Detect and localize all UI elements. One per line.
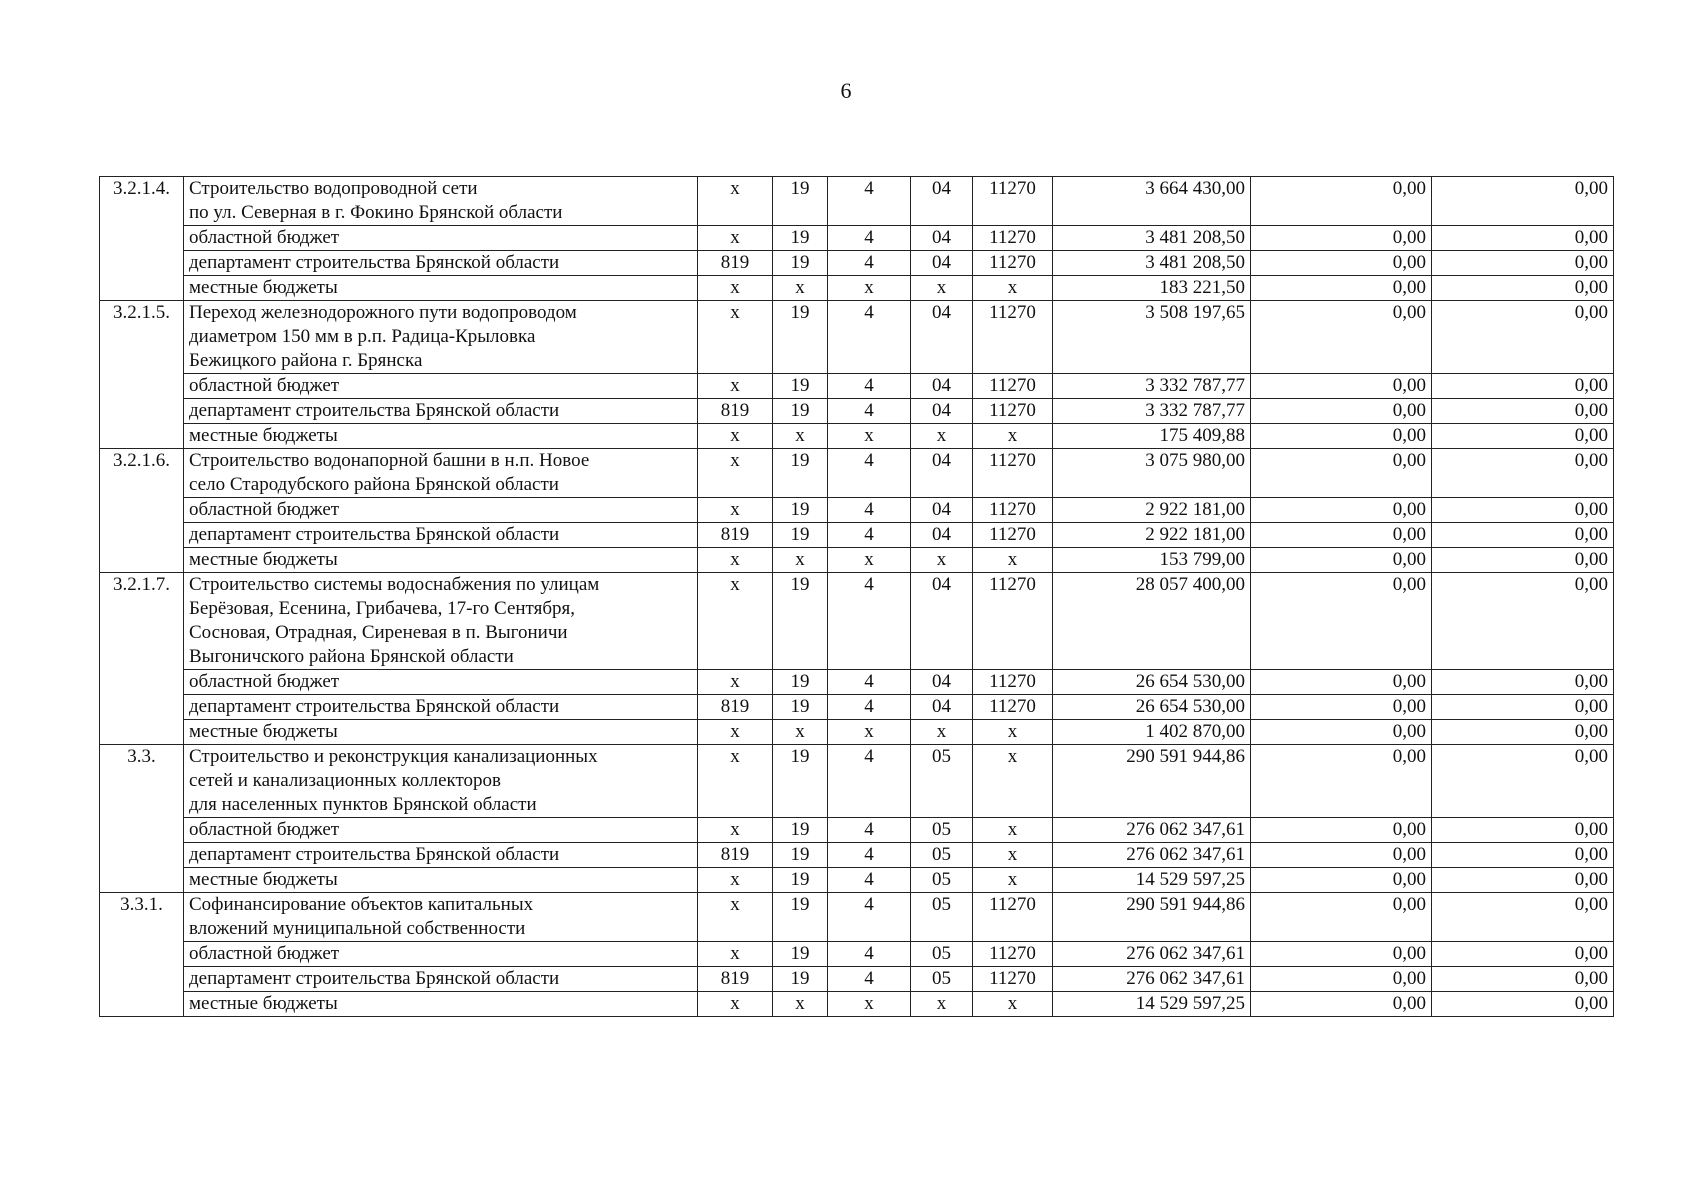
cell-grbs: 819 — [698, 523, 773, 548]
item-name: Строительство водопроводной сети по ул. Северная в г. Фокино Брянской области — [184, 177, 698, 226]
cell-code-2: 4 — [828, 177, 911, 226]
cell-code-2: 4 — [828, 573, 911, 670]
cell-amount-3: 0,00 — [1432, 374, 1614, 399]
cell-code-3: 05 — [911, 868, 973, 893]
cell-amount-2: 0,00 — [1251, 498, 1432, 523]
cell-code-1: 19 — [773, 374, 828, 399]
cell-code-3: х — [911, 548, 973, 573]
item-name: департамент строительства Брянской области — [184, 399, 698, 424]
table-row-item — [100, 745, 1614, 818]
cell-code-1: 19 — [773, 967, 828, 992]
cell-grbs: х — [698, 498, 773, 523]
item-name: областной бюджет — [184, 670, 698, 695]
cell-code-1: х — [773, 548, 828, 573]
cell-amount-2: 0,00 — [1251, 177, 1432, 226]
cell-amount-1: 276 062 347,61 — [1053, 843, 1251, 868]
cell-grbs: х — [698, 276, 773, 301]
cell-code-1: 19 — [773, 893, 828, 942]
cell-code-2: 4 — [828, 967, 911, 992]
cell-code-2: 4 — [828, 251, 911, 276]
cell-code-1: 19 — [773, 745, 828, 818]
cell-code-4: 11270 — [973, 942, 1053, 967]
cell-grbs: х — [698, 942, 773, 967]
cell-code-3: х — [911, 424, 973, 449]
cell-amount-2: 0,00 — [1251, 868, 1432, 893]
cell-amount-2: 0,00 — [1251, 226, 1432, 251]
cell-amount-3: 0,00 — [1432, 720, 1614, 745]
cell-code-3: 04 — [911, 449, 973, 498]
item-name: местные бюджеты — [184, 276, 698, 301]
cell-amount-1: 2 922 181,00 — [1053, 523, 1251, 548]
cell-code-1: 19 — [773, 399, 828, 424]
cell-grbs: 819 — [698, 967, 773, 992]
cell-code-3: 05 — [911, 967, 973, 992]
cell-code-2: 4 — [828, 695, 911, 720]
item-code: 3.3.1. — [100, 893, 184, 1017]
cell-code-4: х — [973, 424, 1053, 449]
cell-amount-1: 26 654 530,00 — [1053, 695, 1251, 720]
cell-code-2: 4 — [828, 399, 911, 424]
item-name: Переход железнодорожного пути водопроводом диаметром 150 мм в р.п. Радица-Крыловка Бежицкого района г. Брянска — [184, 301, 698, 374]
table-row-item — [100, 449, 1614, 498]
cell-code-1: 19 — [773, 942, 828, 967]
cell-amount-3: 0,00 — [1432, 177, 1614, 226]
cell-amount-2: 0,00 — [1251, 843, 1432, 868]
cell-code-3: 05 — [911, 843, 973, 868]
cell-amount-2: 0,00 — [1251, 548, 1432, 573]
table-row-sub — [100, 548, 1614, 573]
cell-amount-3: 0,00 — [1432, 399, 1614, 424]
cell-code-2: 4 — [828, 301, 911, 374]
cell-amount-3: 0,00 — [1432, 523, 1614, 548]
cell-code-3: 04 — [911, 177, 973, 226]
cell-amount-2: 0,00 — [1251, 276, 1432, 301]
cell-code-2: 4 — [828, 745, 911, 818]
table-row-sub — [100, 695, 1614, 720]
cell-amount-2: 0,00 — [1251, 942, 1432, 967]
cell-code-3: 04 — [911, 498, 973, 523]
cell-grbs: 819 — [698, 695, 773, 720]
cell-grbs: х — [698, 720, 773, 745]
cell-code-4: 11270 — [973, 670, 1053, 695]
cell-code-4: х — [973, 868, 1053, 893]
table-row-sub — [100, 399, 1614, 424]
cell-code-1: 19 — [773, 818, 828, 843]
cell-code-4: х — [973, 992, 1053, 1017]
item-name: областной бюджет — [184, 818, 698, 843]
cell-amount-3: 0,00 — [1432, 818, 1614, 843]
cell-code-4: 11270 — [973, 374, 1053, 399]
cell-code-3: х — [911, 720, 973, 745]
cell-amount-1: 3 075 980,00 — [1053, 449, 1251, 498]
cell-amount-3: 0,00 — [1432, 449, 1614, 498]
table-row-sub — [100, 942, 1614, 967]
cell-code-2: 4 — [828, 523, 911, 548]
cell-grbs: х — [698, 573, 773, 670]
cell-grbs: х — [698, 745, 773, 818]
cell-code-4: х — [973, 843, 1053, 868]
cell-amount-1: 183 221,50 — [1053, 276, 1251, 301]
cell-code-3: 04 — [911, 670, 973, 695]
item-name: областной бюджет — [184, 498, 698, 523]
cell-amount-1: 28 057 400,00 — [1053, 573, 1251, 670]
cell-amount-2: 0,00 — [1251, 670, 1432, 695]
cell-amount-1: 3 332 787,77 — [1053, 399, 1251, 424]
cell-code-1: 19 — [773, 523, 828, 548]
cell-code-1: 19 — [773, 498, 828, 523]
cell-amount-1: 3 508 197,65 — [1053, 301, 1251, 374]
cell-code-1: 19 — [773, 251, 828, 276]
cell-grbs: х — [698, 868, 773, 893]
cell-amount-3: 0,00 — [1432, 745, 1614, 818]
cell-code-2: 4 — [828, 868, 911, 893]
table-row-sub — [100, 818, 1614, 843]
cell-code-3: 04 — [911, 523, 973, 548]
cell-grbs: х — [698, 893, 773, 942]
cell-grbs: х — [698, 177, 773, 226]
item-name: местные бюджеты — [184, 424, 698, 449]
cell-amount-2: 0,00 — [1251, 967, 1432, 992]
table-row-item — [100, 301, 1614, 374]
table-row-sub — [100, 498, 1614, 523]
cell-grbs: х — [698, 374, 773, 399]
item-name: областной бюджет — [184, 226, 698, 251]
cell-grbs: 819 — [698, 843, 773, 868]
cell-amount-1: 3 481 208,50 — [1053, 226, 1251, 251]
cell-amount-1: 26 654 530,00 — [1053, 670, 1251, 695]
cell-amount-1: 3 481 208,50 — [1053, 251, 1251, 276]
cell-amount-2: 0,00 — [1251, 573, 1432, 670]
cell-grbs: х — [698, 424, 773, 449]
budget-table — [99, 176, 1614, 1017]
cell-code-3: 04 — [911, 251, 973, 276]
cell-amount-2: 0,00 — [1251, 720, 1432, 745]
cell-grbs: х — [698, 818, 773, 843]
cell-amount-2: 0,00 — [1251, 449, 1432, 498]
cell-code-1: 19 — [773, 177, 828, 226]
item-code: 3.2.1.6. — [100, 449, 184, 573]
table-row-sub — [100, 967, 1614, 992]
cell-code-3: 05 — [911, 745, 973, 818]
cell-code-1: х — [773, 424, 828, 449]
cell-code-4: х — [973, 818, 1053, 843]
cell-amount-1: 153 799,00 — [1053, 548, 1251, 573]
cell-grbs: 819 — [698, 399, 773, 424]
cell-amount-3: 0,00 — [1432, 868, 1614, 893]
table-row-sub — [100, 868, 1614, 893]
cell-amount-2: 0,00 — [1251, 251, 1432, 276]
cell-amount-1: 290 591 944,86 — [1053, 893, 1251, 942]
cell-amount-3: 0,00 — [1432, 251, 1614, 276]
cell-grbs: 819 — [698, 251, 773, 276]
table-row-sub — [100, 374, 1614, 399]
cell-amount-3: 0,00 — [1432, 670, 1614, 695]
cell-code-1: 19 — [773, 868, 828, 893]
cell-amount-1: 276 062 347,61 — [1053, 942, 1251, 967]
item-name: областной бюджет — [184, 942, 698, 967]
cell-code-3: 04 — [911, 399, 973, 424]
cell-code-1: 19 — [773, 573, 828, 670]
cell-code-2: х — [828, 992, 911, 1017]
table-row-sub — [100, 720, 1614, 745]
cell-amount-3: 0,00 — [1432, 967, 1614, 992]
cell-grbs: х — [698, 548, 773, 573]
cell-amount-1: 14 529 597,25 — [1053, 868, 1251, 893]
cell-code-4: 11270 — [973, 695, 1053, 720]
item-name: Строительство водонапорной башни в н.п. Новое село Стародубского района Брянской области — [184, 449, 698, 498]
cell-amount-1: 276 062 347,61 — [1053, 818, 1251, 843]
cell-amount-2: 0,00 — [1251, 424, 1432, 449]
cell-code-1: 19 — [773, 695, 828, 720]
item-code: 3.2.1.4. — [100, 177, 184, 301]
cell-code-3: 05 — [911, 893, 973, 942]
cell-amount-2: 0,00 — [1251, 301, 1432, 374]
cell-code-4: 11270 — [973, 498, 1053, 523]
table-row-sub — [100, 251, 1614, 276]
cell-grbs: х — [698, 992, 773, 1017]
cell-amount-3: 0,00 — [1432, 276, 1614, 301]
item-name: департамент строительства Брянской области — [184, 843, 698, 868]
cell-code-4: 11270 — [973, 967, 1053, 992]
cell-amount-2: 0,00 — [1251, 523, 1432, 548]
cell-amount-1: 175 409,88 — [1053, 424, 1251, 449]
cell-code-1: х — [773, 720, 828, 745]
cell-code-1: 19 — [773, 449, 828, 498]
table-row-sub — [100, 276, 1614, 301]
cell-amount-3: 0,00 — [1432, 498, 1614, 523]
item-name: департамент строительства Брянской области — [184, 523, 698, 548]
cell-code-4: 11270 — [973, 226, 1053, 251]
table-row-sub — [100, 226, 1614, 251]
cell-code-1: 19 — [773, 301, 828, 374]
cell-code-3: 04 — [911, 301, 973, 374]
cell-code-3: 04 — [911, 695, 973, 720]
cell-code-3: 04 — [911, 374, 973, 399]
cell-grbs: х — [698, 301, 773, 374]
cell-amount-3: 0,00 — [1432, 226, 1614, 251]
cell-code-2: х — [828, 424, 911, 449]
cell-code-3: 05 — [911, 818, 973, 843]
cell-amount-1: 1 402 870,00 — [1053, 720, 1251, 745]
table-row-sub — [100, 992, 1614, 1017]
item-name: местные бюджеты — [184, 720, 698, 745]
cell-code-2: 4 — [828, 893, 911, 942]
table-row-item — [100, 893, 1614, 942]
cell-grbs: х — [698, 670, 773, 695]
cell-amount-2: 0,00 — [1251, 818, 1432, 843]
cell-code-1: 19 — [773, 843, 828, 868]
table-row-sub — [100, 424, 1614, 449]
cell-code-4: 11270 — [973, 177, 1053, 226]
page-number: 6 — [840, 78, 852, 103]
cell-amount-2: 0,00 — [1251, 745, 1432, 818]
item-name: Софинансирование объектов капитальных вложений муниципальной собственности — [184, 893, 698, 942]
cell-code-2: 4 — [828, 498, 911, 523]
cell-code-3: х — [911, 276, 973, 301]
cell-amount-3: 0,00 — [1432, 301, 1614, 374]
cell-amount-2: 0,00 — [1251, 374, 1432, 399]
item-name: местные бюджеты — [184, 548, 698, 573]
cell-code-2: 4 — [828, 843, 911, 868]
item-name: департамент строительства Брянской области — [184, 251, 698, 276]
item-name: местные бюджеты — [184, 868, 698, 893]
item-name: областной бюджет — [184, 374, 698, 399]
cell-amount-3: 0,00 — [1432, 893, 1614, 942]
cell-amount-3: 0,00 — [1432, 573, 1614, 670]
cell-code-2: 4 — [828, 374, 911, 399]
cell-amount-1: 3 664 430,00 — [1053, 177, 1251, 226]
item-name: департамент строительства Брянской области — [184, 967, 698, 992]
cell-code-4: х — [973, 720, 1053, 745]
cell-amount-2: 0,00 — [1251, 399, 1432, 424]
cell-amount-3: 0,00 — [1432, 942, 1614, 967]
cell-amount-2: 0,00 — [1251, 992, 1432, 1017]
cell-code-2: 4 — [828, 818, 911, 843]
cell-code-2: 4 — [828, 226, 911, 251]
cell-amount-1: 276 062 347,61 — [1053, 967, 1251, 992]
table-row-sub — [100, 523, 1614, 548]
item-code: 3.3. — [100, 745, 184, 893]
cell-code-2: 4 — [828, 942, 911, 967]
table-row-sub — [100, 843, 1614, 868]
item-name: Строительство системы водоснабжения по улицам Берёзовая, Есенина, Грибачева, 17-го Сентября, Сосновая, Отрадная, Сиреневая в п. Выгоничи Выгоничского района Брянской области — [184, 573, 698, 670]
table-row-item — [100, 573, 1614, 670]
cell-code-4: 11270 — [973, 399, 1053, 424]
cell-code-1: х — [773, 992, 828, 1017]
cell-code-3: 04 — [911, 573, 973, 670]
cell-amount-3: 0,00 — [1432, 424, 1614, 449]
cell-code-1: х — [773, 276, 828, 301]
cell-code-4: 11270 — [973, 893, 1053, 942]
cell-code-3: х — [911, 992, 973, 1017]
cell-amount-1: 2 922 181,00 — [1053, 498, 1251, 523]
cell-code-2: х — [828, 720, 911, 745]
item-name: Строительство и реконструкция канализационных сетей и канализационных коллекторов для населенных пунктов Брянской области — [184, 745, 698, 818]
cell-amount-1: 290 591 944,86 — [1053, 745, 1251, 818]
cell-code-2: х — [828, 276, 911, 301]
cell-code-4: 11270 — [973, 523, 1053, 548]
cell-grbs: х — [698, 449, 773, 498]
cell-amount-2: 0,00 — [1251, 695, 1432, 720]
item-name: департамент строительства Брянской области — [184, 695, 698, 720]
cell-code-3: 05 — [911, 942, 973, 967]
cell-code-3: 04 — [911, 226, 973, 251]
cell-amount-3: 0,00 — [1432, 695, 1614, 720]
cell-amount-1: 3 332 787,77 — [1053, 374, 1251, 399]
table-row-sub — [100, 670, 1614, 695]
cell-amount-3: 0,00 — [1432, 843, 1614, 868]
cell-code-1: 19 — [773, 670, 828, 695]
cell-code-4: х — [973, 548, 1053, 573]
cell-amount-3: 0,00 — [1432, 548, 1614, 573]
cell-code-4: 11270 — [973, 251, 1053, 276]
cell-code-4: х — [973, 745, 1053, 818]
cell-code-1: 19 — [773, 226, 828, 251]
item-code: 3.2.1.7. — [100, 573, 184, 745]
cell-grbs: х — [698, 226, 773, 251]
table-row-item — [100, 177, 1614, 226]
cell-amount-2: 0,00 — [1251, 893, 1432, 942]
item-code: 3.2.1.5. — [100, 301, 184, 449]
cell-amount-3: 0,00 — [1432, 992, 1614, 1017]
cell-code-4: 11270 — [973, 449, 1053, 498]
cell-code-4: 11270 — [973, 301, 1053, 374]
cell-code-2: 4 — [828, 670, 911, 695]
item-name: местные бюджеты — [184, 992, 698, 1017]
cell-code-4: х — [973, 276, 1053, 301]
cell-code-4: 11270 — [973, 573, 1053, 670]
table-body — [100, 177, 1614, 1017]
cell-code-2: х — [828, 548, 911, 573]
cell-amount-1: 14 529 597,25 — [1053, 992, 1251, 1017]
cell-code-2: 4 — [828, 449, 911, 498]
